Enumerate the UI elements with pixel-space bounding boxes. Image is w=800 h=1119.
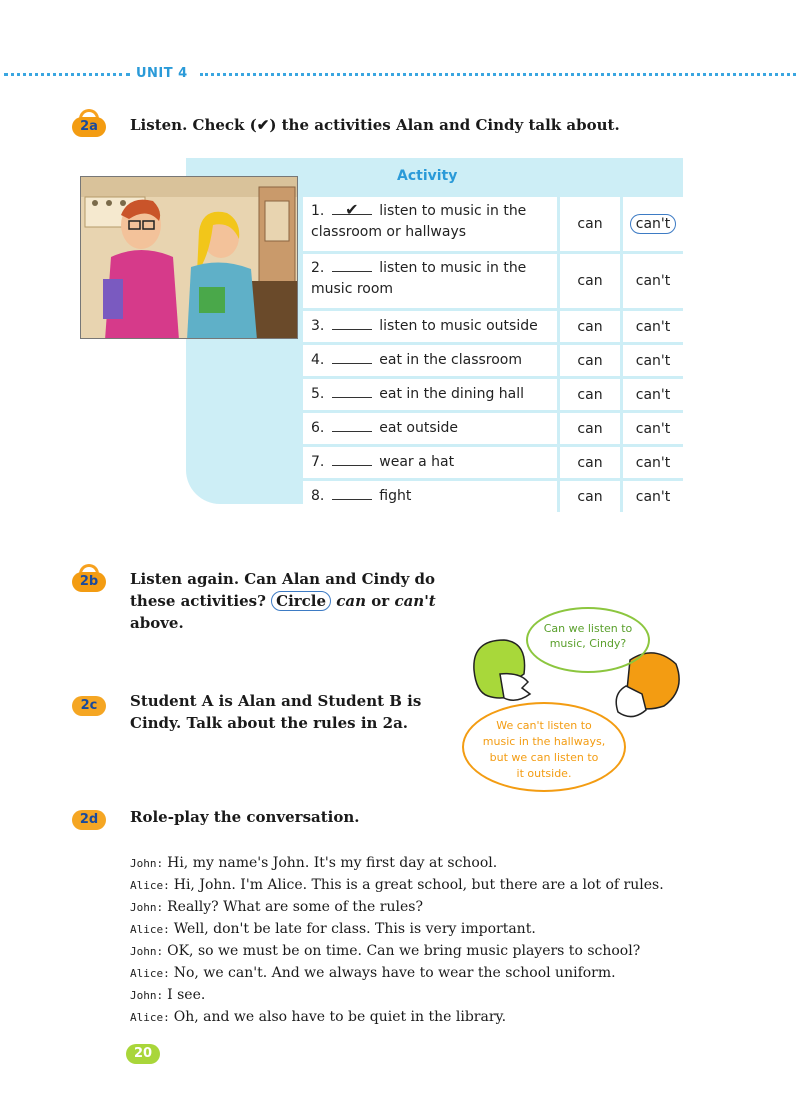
section-badge-2b: 2b	[72, 570, 106, 592]
dotted-rule-right	[200, 73, 796, 76]
option-cant[interactable]: can't	[620, 311, 683, 342]
option-can[interactable]: can	[557, 379, 620, 410]
table-row: 1. ✔ listen to music in the classroom or hallways can can't	[303, 197, 683, 251]
section-badge-2d: 2d	[72, 808, 106, 830]
table-row: 6. eat outside can can't	[303, 413, 683, 444]
table-row: 2. listen to music in the music room can can't	[303, 254, 683, 308]
option-can[interactable]: can	[557, 254, 620, 308]
classroom-hallway-illustration	[81, 177, 298, 339]
dialog-line: Alice: Well, don't be late for class. This is very important.	[130, 921, 536, 937]
answer-blank[interactable]	[332, 418, 372, 432]
dialog-line: Alice: No, we can't. And we always have to wear the school uniform.	[130, 965, 616, 981]
illustration-alan-cindy	[80, 176, 298, 339]
option-cant[interactable]: can't	[620, 254, 683, 308]
speech-bubble-green: Can we listen to music, Cindy?	[526, 607, 650, 673]
option-can[interactable]: can	[557, 447, 620, 478]
dialog-line: Alice: Hi, John. I'm Alice. This is a great school, but there are a lot of rules.	[130, 877, 664, 893]
table-row: 3. listen to music outside can can't	[303, 311, 683, 342]
table-row: 8. fight can can't	[303, 481, 683, 512]
option-can[interactable]: can	[557, 413, 620, 444]
instruction-2b: Listen again. Can Alan and Cindy do these activities? Circle can or can't above.	[130, 570, 436, 632]
option-cant[interactable]	[620, 197, 683, 251]
unit-header	[0, 66, 800, 82]
section-badge-2a: 2a	[72, 115, 106, 137]
table-row: 7. wear a hat can can't	[303, 447, 683, 478]
answer-blank[interactable]	[332, 486, 372, 500]
answer-blank[interactable]	[332, 452, 372, 466]
instruction-2a: Listen. Check (✔) the activities Alan and Cindy talk about.	[130, 116, 620, 134]
activity-table	[303, 158, 683, 512]
answer-blank[interactable]	[332, 200, 372, 219]
instruction-2d: Role-play the conversation.	[130, 808, 360, 826]
dialog-line: John: OK, so we must be on time. Can we bring music players to school?	[130, 943, 641, 959]
conversation	[130, 852, 750, 1028]
answer-blank[interactable]	[332, 316, 372, 330]
section-badge-2c: 2c	[72, 694, 106, 716]
dialog-line: John: Hi, my name's John. It's my first day at school.	[130, 855, 498, 871]
check-mark-icon: ✔	[345, 200, 359, 219]
speech-bubble-orange: We can't listen to music in the hallways, but we can listen to it outside.	[462, 702, 626, 792]
option-cant[interactable]: can't	[620, 345, 683, 376]
option-cant[interactable]: can't	[620, 481, 683, 512]
answer-blank[interactable]	[332, 258, 372, 272]
option-can[interactable]: can	[557, 311, 620, 342]
dialog-line: John: I see.	[130, 987, 206, 1003]
option-can[interactable]: can	[557, 197, 620, 251]
page-number: 20	[126, 1044, 160, 1064]
instruction-2c: Student A is Alan and Student B is Cindy. Talk about the rules in 2a.	[130, 692, 422, 732]
dotted-rule-left	[4, 73, 130, 76]
option-can[interactable]: can	[557, 345, 620, 376]
option-cant[interactable]: can't	[620, 379, 683, 410]
circle-word: Circle	[271, 591, 331, 611]
option-cant[interactable]: can't	[620, 413, 683, 444]
option-cant[interactable]: can't	[620, 447, 683, 478]
answer-blank[interactable]	[332, 350, 372, 364]
table-row: 4. eat in the classroom can can't	[303, 345, 683, 376]
circled-answer: can't	[630, 214, 677, 234]
table-header-activity: Activity	[397, 168, 458, 184]
option-can[interactable]: can	[557, 481, 620, 512]
unit-label: UNIT 4	[136, 66, 188, 81]
answer-blank[interactable]	[332, 384, 372, 398]
table-row: 5. eat in the dining hall can can't	[303, 379, 683, 410]
dialog-line: Alice: Oh, and we also have to be quiet in the library.	[130, 1009, 507, 1025]
dialog-line: John: Really? What are some of the rules?	[130, 899, 423, 915]
